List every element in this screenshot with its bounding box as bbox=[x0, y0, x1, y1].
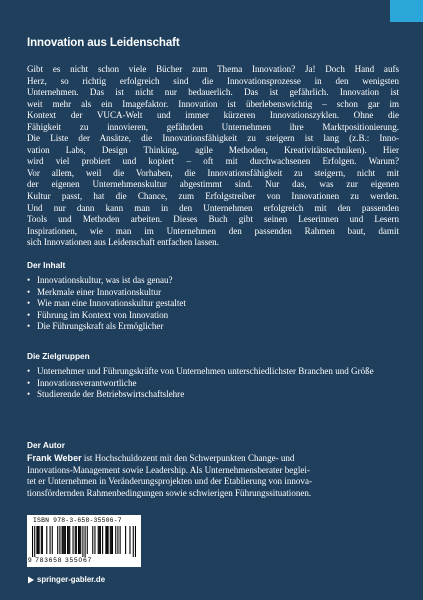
barcode-bar bbox=[36, 526, 37, 554]
barcode-bar bbox=[75, 526, 76, 554]
blurb-line: Kultur passt, hat die Chance, zum Erfolgstreiber von Innovationen zu werden. bbox=[27, 191, 399, 202]
barcode-bar bbox=[82, 526, 83, 557]
list-item-text: Merkmale einer Innovationskultur bbox=[37, 286, 162, 297]
blurb-line: Vor allem, weil die Vorhaben, die Innovationsfähigkeit zu steigern, nicht mit bbox=[27, 167, 399, 178]
barcode-bar bbox=[102, 526, 103, 554]
barcode-bar bbox=[32, 526, 33, 557]
list-item-text: Die Führungskraft als Ermöglicher bbox=[37, 321, 164, 332]
bullet-icon: • bbox=[27, 321, 31, 332]
barcode-bar bbox=[41, 526, 42, 554]
author-bio bbox=[27, 453, 399, 499]
barcode-bar bbox=[129, 526, 130, 554]
list-item bbox=[27, 275, 399, 287]
barcode-bar bbox=[125, 526, 126, 554]
barcode-bar bbox=[73, 526, 74, 554]
barcode-bar bbox=[117, 526, 118, 554]
blurb-line: Herz, so richtig erfolgreich sind die Innovationsprozesse in den wenigsten bbox=[27, 75, 399, 86]
barcode-bar bbox=[120, 526, 121, 554]
barcode-bar bbox=[99, 526, 100, 554]
barcode-bar bbox=[85, 526, 86, 557]
barcode-bar bbox=[62, 526, 63, 554]
list-item bbox=[27, 366, 399, 378]
author-bio-line: tet er Unternehmen in Veränderungsprojekten und der Etablierung von innova- bbox=[27, 476, 312, 487]
bullet-icon: • bbox=[27, 366, 31, 376]
barcode-bar bbox=[108, 526, 109, 554]
book-title: Innovation aus Leidenschaft bbox=[27, 37, 180, 49]
bullet-icon: • bbox=[27, 389, 31, 400]
barcode-bar bbox=[37, 526, 38, 554]
blurb-line: der eigenen Unternehmenskultur abgestimmt sind. Nur das, was zur eigenen bbox=[27, 179, 399, 190]
blurb-line: Und nur dann kann man in den Unternehmen erfolgreich mit den passenden bbox=[27, 202, 399, 213]
barcode-bar bbox=[79, 526, 80, 554]
list-item-text: Führung im Kontext von Innovation bbox=[37, 309, 169, 320]
list-item-text: Unternehmer und Führungskräfte von Unternehmen unterschiedlichster Branchen und Größe bbox=[37, 366, 374, 376]
blurb-line: sich Innovationen aus Leidenschaft entfachen lassen. bbox=[27, 237, 219, 248]
barcode-bar bbox=[92, 526, 93, 554]
list-item-text: Innovationskultur, was ist das genau? bbox=[37, 275, 173, 285]
barcode-bar bbox=[100, 526, 101, 554]
audience-heading: Die Zielgruppen bbox=[27, 351, 90, 361]
barcode-bar bbox=[111, 526, 112, 554]
barcode-bar bbox=[105, 526, 106, 554]
author-name: Frank Weber bbox=[27, 453, 82, 463]
bullet-icon: • bbox=[27, 309, 31, 320]
barcode-bar bbox=[57, 526, 58, 554]
barcode-bar bbox=[65, 526, 66, 554]
list-item bbox=[27, 310, 399, 322]
barcode-bar bbox=[63, 526, 64, 554]
barcode-bar bbox=[42, 526, 43, 554]
barcode bbox=[27, 515, 141, 567]
list-item-text: Wie man eine Innovationskultur gestaltet bbox=[37, 298, 186, 309]
barcode-bar bbox=[46, 526, 47, 554]
blurb-text bbox=[27, 64, 399, 249]
bullet-icon: • bbox=[27, 275, 31, 285]
list-item bbox=[27, 389, 399, 401]
barcode-bar bbox=[52, 526, 53, 554]
barcode-bar bbox=[69, 526, 70, 554]
blurb-line: Gibt es nicht schon viele Bücher zum Thema Innovation? Ja! Doch Hand aufs bbox=[27, 64, 399, 74]
blurb-line: Tools und Methoden arbeiten. Dieses Buch gibt seinen Leserinnen und Lesern bbox=[27, 214, 399, 225]
list-item-text: Innovationsverantwortliche bbox=[37, 377, 137, 388]
blurb-line: Kontext der VUCA-Welt und immer kürzeren Innovationszyklen. Ohne die bbox=[27, 110, 399, 121]
contents-heading: Der Inhalt bbox=[27, 260, 66, 270]
blurb-line: Die Liste der Ansätze, die Innovationsfähigkeit zu steigern ist lang (z.B.: Inno- bbox=[27, 133, 399, 144]
barcode-bar bbox=[67, 526, 68, 554]
website-label: springer-gabler.de bbox=[37, 575, 106, 584]
blurb-line: weit mehr als ein Imagefaktor. Innovation ist überlebenswichtig – schon gar im bbox=[27, 98, 399, 109]
blurb-line: vation Labs, Design Thinking, agile Methoden, Kreativitätstechniken). Hier bbox=[27, 144, 399, 155]
author-bio-line: ist Hochschuldozent mit den Schwerpunkten Change- und bbox=[81, 453, 295, 463]
barcode-bar bbox=[59, 526, 60, 554]
list-item-text: Studierende der Betriebswirtschaftslehre bbox=[37, 389, 185, 400]
blurb-line: wird viel probiert und kopiert – oft mit durchwachsenen Erfolgen. Warum? bbox=[27, 156, 399, 167]
author-heading: Der Autor bbox=[27, 440, 65, 450]
barcode-bars bbox=[32, 526, 136, 557]
barcode-bar bbox=[34, 526, 35, 557]
barcode-bar bbox=[98, 526, 99, 554]
barcode-bar bbox=[87, 526, 88, 554]
bullet-icon: • bbox=[27, 286, 31, 297]
list-item bbox=[27, 298, 399, 310]
barcode-bar bbox=[94, 526, 95, 554]
barcode-bar bbox=[50, 526, 51, 554]
barcode-bar bbox=[68, 526, 69, 554]
barcode-bar bbox=[112, 526, 113, 554]
blurb-line: Inspirationen, wie man im Unternehmen den passenden Rahmen baut, damit bbox=[27, 225, 399, 236]
barcode-bar bbox=[110, 526, 111, 554]
audience-list bbox=[27, 366, 399, 401]
list-item bbox=[27, 321, 399, 333]
barcode-bar bbox=[80, 526, 81, 554]
barcode-bar bbox=[76, 526, 77, 554]
arrow-right-icon bbox=[27, 576, 35, 584]
barcode-bar bbox=[64, 526, 65, 554]
barcode-bar bbox=[135, 526, 136, 557]
barcode-bar bbox=[133, 526, 134, 557]
list-item bbox=[27, 378, 399, 390]
contents-list bbox=[27, 275, 399, 333]
barcode-bar bbox=[78, 526, 79, 554]
blurb-line: Unternehmen. Das ist nicht nur bedauerlich. Das ist gefährlich. Innovation ist bbox=[27, 87, 399, 98]
list-item bbox=[27, 287, 399, 299]
bullet-icon: • bbox=[27, 377, 31, 388]
accent-tab bbox=[390, 0, 423, 22]
barcode-bar bbox=[39, 526, 40, 554]
isbn-label: ISBN 978-3-658-35506-7 bbox=[33, 517, 122, 524]
barcode-digits: 9 783658 355067 bbox=[28, 557, 93, 564]
author-bio-line: Innovations-Management sowie Leadership. Als Unternehmensberater beglei- bbox=[27, 464, 310, 475]
blurb-line: Fähigkeit zu innovieren, gefährden Unternehmen ihre Marktpositionierung. bbox=[27, 121, 399, 132]
barcode-bar bbox=[106, 526, 107, 554]
publisher-website[interactable] bbox=[27, 575, 105, 584]
bullet-icon: • bbox=[27, 298, 31, 309]
barcode-bar bbox=[115, 526, 116, 554]
author-bio-line: tionsfördernden Rahmenbedingungen sowie schwierigen Führungssituationen. bbox=[27, 487, 312, 498]
